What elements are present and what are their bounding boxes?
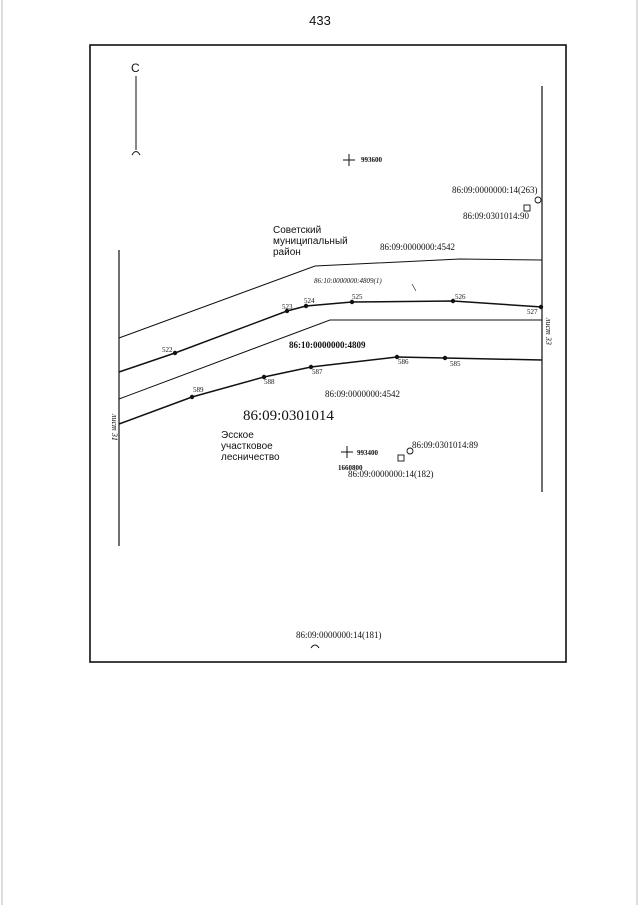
leader-line [412,284,416,291]
point-523-label: 523 [282,303,293,311]
sheet-ref-right: лист 33 [544,318,553,345]
sheet-ref-left: лист 31 [110,414,119,441]
grid-label-lower: 993400 [357,449,378,457]
grid-cross-lower-icon [341,446,353,458]
north-arrow-icon [132,76,140,155]
south-arc-icon [311,645,319,648]
north-label: С [131,61,140,75]
grid-label-lower-x: 1660800 [338,464,363,472]
point-527 [539,305,543,309]
parcel-label-181: 86:09:0000000:14(181) [296,630,382,640]
point-588-label: 588 [264,378,275,386]
boundary-points-lower [190,355,447,399]
parcel-label-90: 86:09:0301014:90 [463,211,530,221]
grid-cross-upper-icon [343,154,355,166]
point-527-label: 527 [527,308,538,316]
grid-label-upper: 993600 [361,156,382,164]
point-589 [190,395,194,399]
point-524-label: 524 [304,297,315,305]
parcel-label-4542-bottom: 86:09:0000000:4542 [325,389,401,399]
parcel-label-182: 86:09:0000000:14(182) [348,469,434,479]
point-589-label: 589 [193,386,204,394]
region-label-line3: район [273,247,301,258]
region-boundary-line [119,259,542,338]
region-label-line2: муниципальный [273,236,348,247]
region-label-line1: Советский [273,225,322,236]
point-522-label: 522 [162,346,173,354]
parcel-label-89: 86:09:0301014:89 [412,440,479,450]
cadastral-block-label: 86:09:0301014 [243,408,334,424]
forestry-label-line1: Эсское [221,430,254,441]
point-587-label: 587 [312,368,323,376]
point-585-label: 585 [450,360,461,368]
forestry-label-line3: лесничество [221,452,280,463]
page-number: 433 [309,13,331,28]
point-526-label: 526 [455,293,466,301]
forestry-label-line2: участковое [221,441,273,452]
point-586-label: 586 [398,358,409,366]
parcel-boundary-upper [119,301,542,372]
parcel-label-263: 86:09:0000000:14(263) [452,185,538,195]
parcel-boundary-middle [119,320,542,399]
marker-square-182-icon [398,455,404,461]
parcel-label-4809-1: 86:10:0000000:4809(1) [314,277,382,285]
marker-circle-icon [535,197,541,203]
point-585 [443,356,447,360]
parcel-label-4809: 86:10:0000000:4809 [289,340,366,350]
point-522 [173,351,177,355]
parcel-label-4542-top: 86:09:0000000:4542 [380,242,456,252]
point-525-label: 525 [352,293,363,301]
